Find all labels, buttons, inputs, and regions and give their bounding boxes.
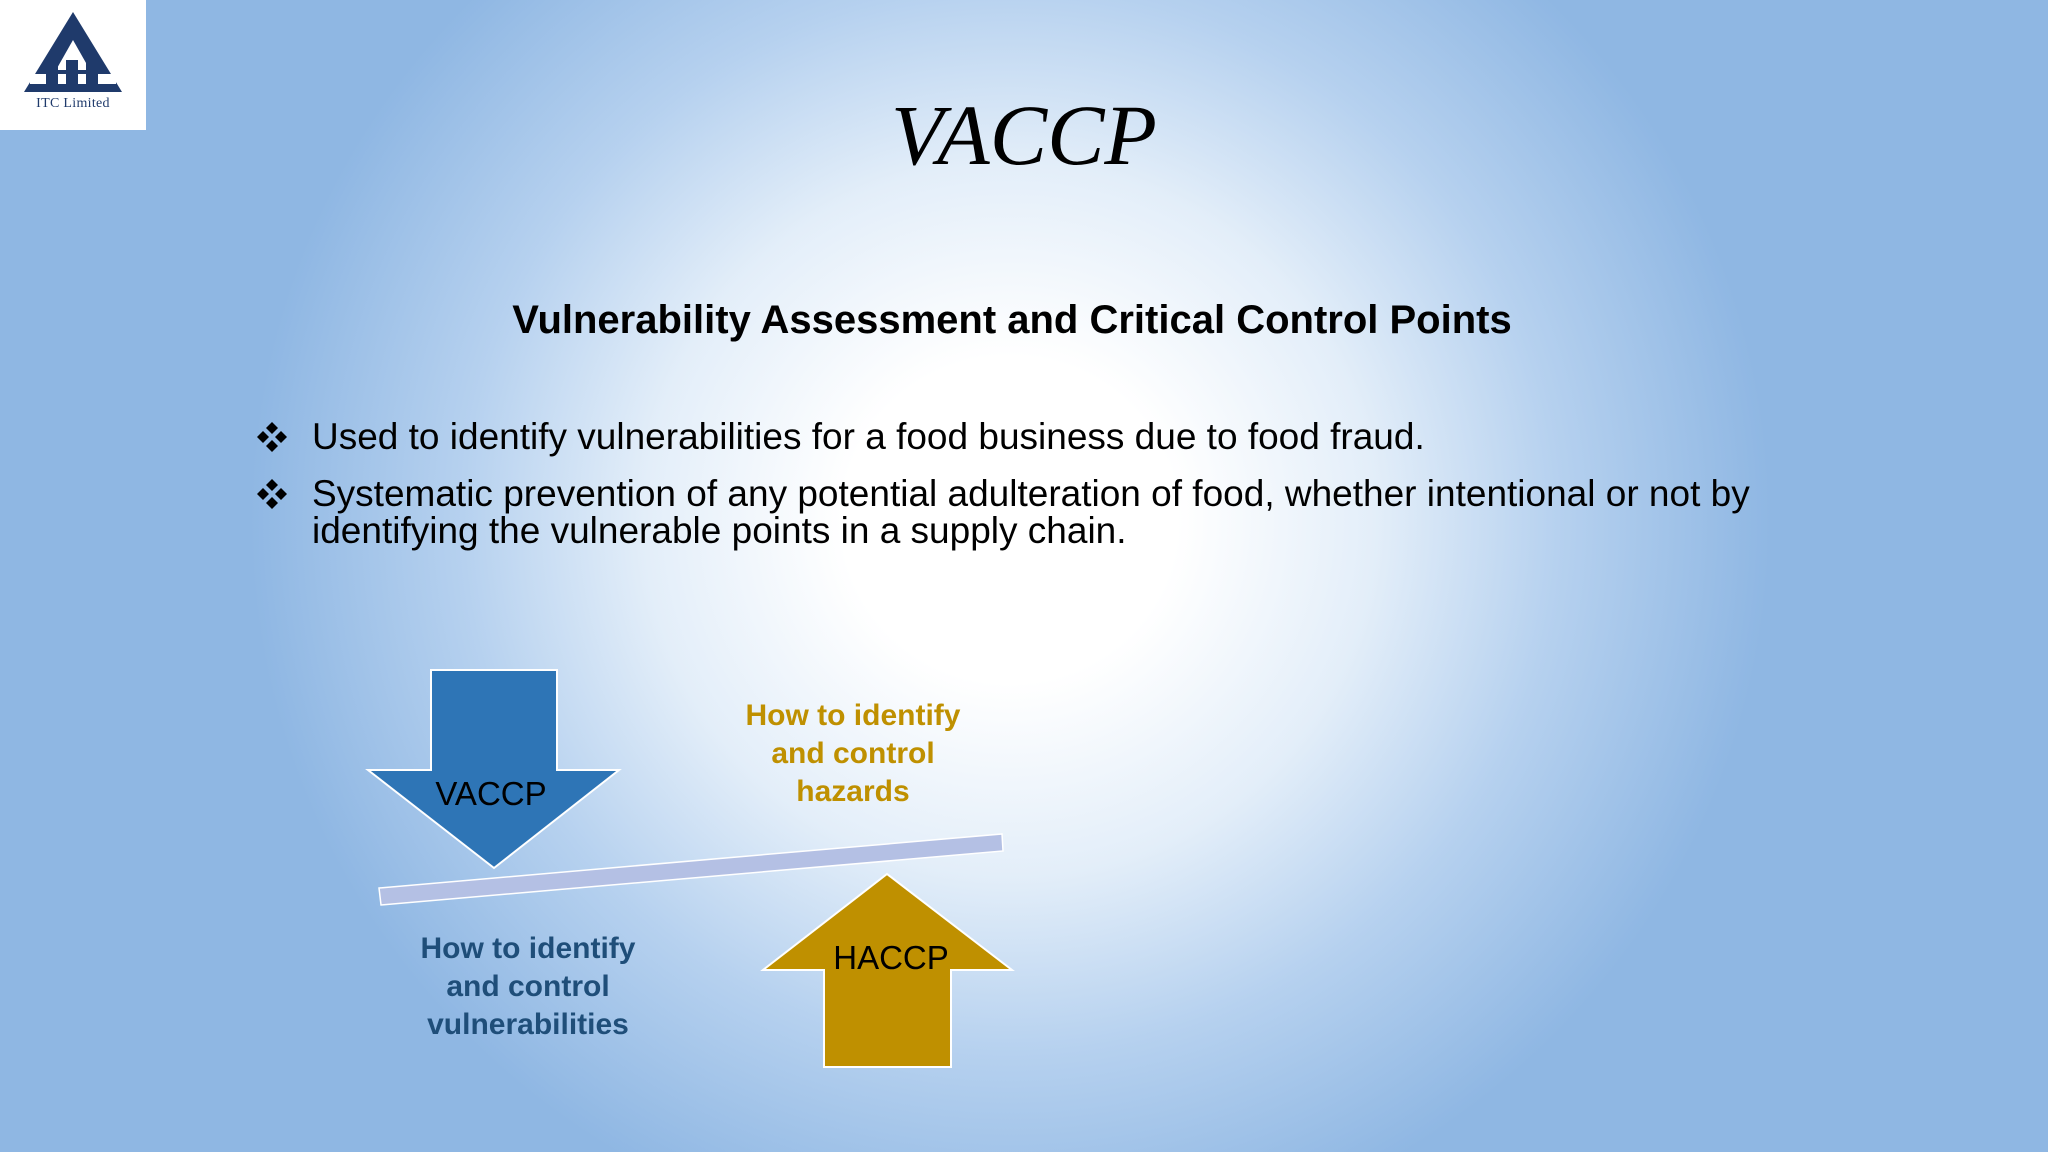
slide-title: VACCP bbox=[891, 87, 1157, 183]
vulnerabilities-caption: How to identify and control vulnerabilities bbox=[420, 932, 636, 1041]
logo-caption: ITC Limited bbox=[36, 96, 110, 111]
haccp-arrow-label: HACCP bbox=[833, 939, 949, 976]
bullet-text: Used to identify vulnerabilities for a food business due to food fraud. bbox=[312, 416, 1425, 457]
slide-subtitle: Vulnerability Assessment and Critical Control Points bbox=[512, 298, 1512, 342]
vaccp-arrow-label: VACCP bbox=[435, 775, 547, 812]
bullet-text: Systematic prevention of any potential adulteration of food, whether intentional or not by identifying the vulnerable points in a supply chain. bbox=[312, 473, 1750, 551]
vaccp-down-arrow bbox=[368, 670, 619, 868]
hazards-caption: How to identify and control hazards bbox=[745, 699, 961, 808]
